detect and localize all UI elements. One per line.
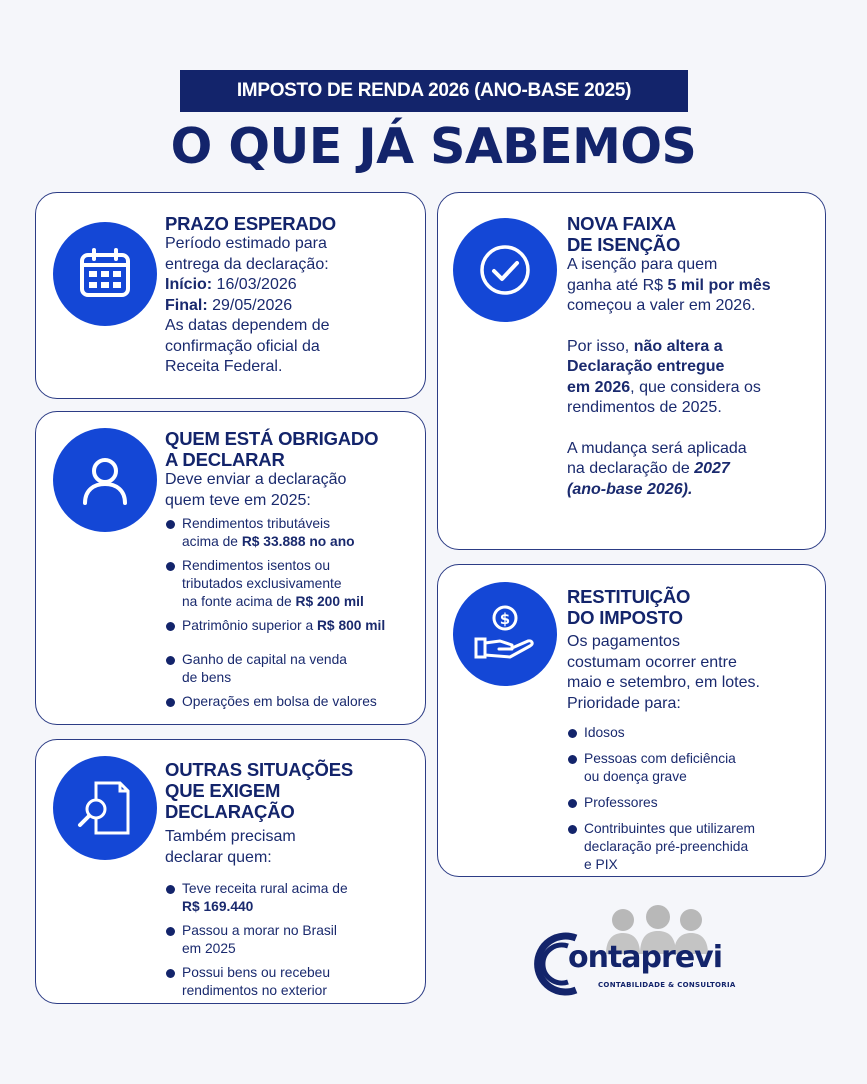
- user-icon: [75, 450, 135, 510]
- list-item: Rendimentos isentos ou tributados exclusivamente na fonte acima de R$ 200 mil: [165, 557, 423, 611]
- list-item: Possui bens ou recebeu rendimentos no exterior: [165, 964, 423, 1000]
- calendar-icon: [77, 246, 133, 302]
- list-item: Professores: [567, 794, 822, 812]
- prazo-intro: Período estimado para entrega da declaração:: [165, 235, 329, 273]
- card-title: RESTITUIÇÃO DO IMPOSTO: [567, 586, 691, 628]
- list-item: Contribuintes que utilizarem declaração pré-preenchida e PIX: [567, 820, 822, 874]
- card-title: QUEM ESTÁ OBRIGADO A DECLARAR: [165, 428, 379, 470]
- money-hand-icon: [472, 601, 538, 667]
- list-item: Pessoas com deficiência ou doença grave: [567, 750, 822, 786]
- money-icon-circle: [453, 582, 557, 686]
- prazo-inicio: Início: 16/03/2026: [165, 276, 297, 293]
- isencao-p1: A isenção para quem ganha até R$ 5 mil por mês começou a valer em 2026.: [567, 256, 771, 314]
- restituicao-list: [567, 724, 822, 874]
- calendar-icon-circle: [53, 222, 157, 326]
- outras-list: [165, 880, 423, 1000]
- card-nova-faixa-isencao: [437, 192, 826, 550]
- card-title: PRAZO ESPERADO: [165, 213, 336, 234]
- list-item: Teve receita rural acima de R$ 169.440: [165, 880, 423, 916]
- isencao-p3: A mudança será aplicada na declaração de 2027 (ano-base 2026).: [567, 439, 747, 498]
- list-item: Ganho de capital na venda de bens: [165, 651, 423, 687]
- outras-intro: Também precisam declarar quem:: [165, 828, 296, 866]
- header-banner: IMPOSTO DE RENDA 2026 (ANO-BASE 2025): [180, 70, 688, 112]
- card-restituicao-imposto: [437, 564, 826, 877]
- document-search-icon: [74, 777, 136, 839]
- obrigado-intro: Deve enviar a declaração quem teve em 2025:: [165, 471, 347, 509]
- list-item: Passou a morar no Brasil em 2025: [165, 922, 423, 958]
- card-outras-situacoes: [35, 739, 426, 1004]
- document-icon-circle: [53, 756, 157, 860]
- list-item: Idosos: [567, 724, 822, 742]
- card-title: NOVA FAIXA DE ISENÇÃO: [567, 213, 681, 255]
- obrigado-list: [165, 515, 423, 711]
- svg-text:$: $: [499, 610, 511, 628]
- prazo-final: Final: 29/05/2026: [165, 296, 293, 314]
- company-logo: [528, 902, 738, 1002]
- user-icon-circle: [53, 428, 157, 532]
- prazo-note: As datas dependem de confirmação oficial da Receita Federal.: [165, 317, 330, 375]
- page-title: O QUE JÁ SABEMOS: [170, 118, 697, 175]
- isencao-p2: Por isso, não altera a Declaração entregue em 2026, que considera os rendimentos de 2025.: [567, 337, 761, 416]
- list-item: Patrimônio superior a R$ 800 mil: [165, 617, 423, 635]
- card-prazo-esperado: [35, 192, 426, 399]
- list-item: Operações em bolsa de valores: [165, 693, 423, 711]
- check-circle-icon: [476, 241, 534, 299]
- restituicao-intro: Os pagamentos costumam ocorrer entre maio e setembro, em lotes. Prioridade para:: [567, 633, 760, 712]
- card-title: OUTRAS SITUAÇÕES QUE EXIGEM DECLARAÇÃO: [165, 759, 353, 822]
- list-item: Rendimentos tributáveis acima de R$ 33.888 no ano: [165, 515, 423, 551]
- logo-tagline: CONTABILIDADE & CONSULTORIA: [598, 981, 736, 989]
- check-icon-circle: [453, 218, 557, 322]
- card-quem-esta-obrigado: [35, 411, 426, 725]
- logo-name: ontaprevi: [568, 940, 723, 975]
